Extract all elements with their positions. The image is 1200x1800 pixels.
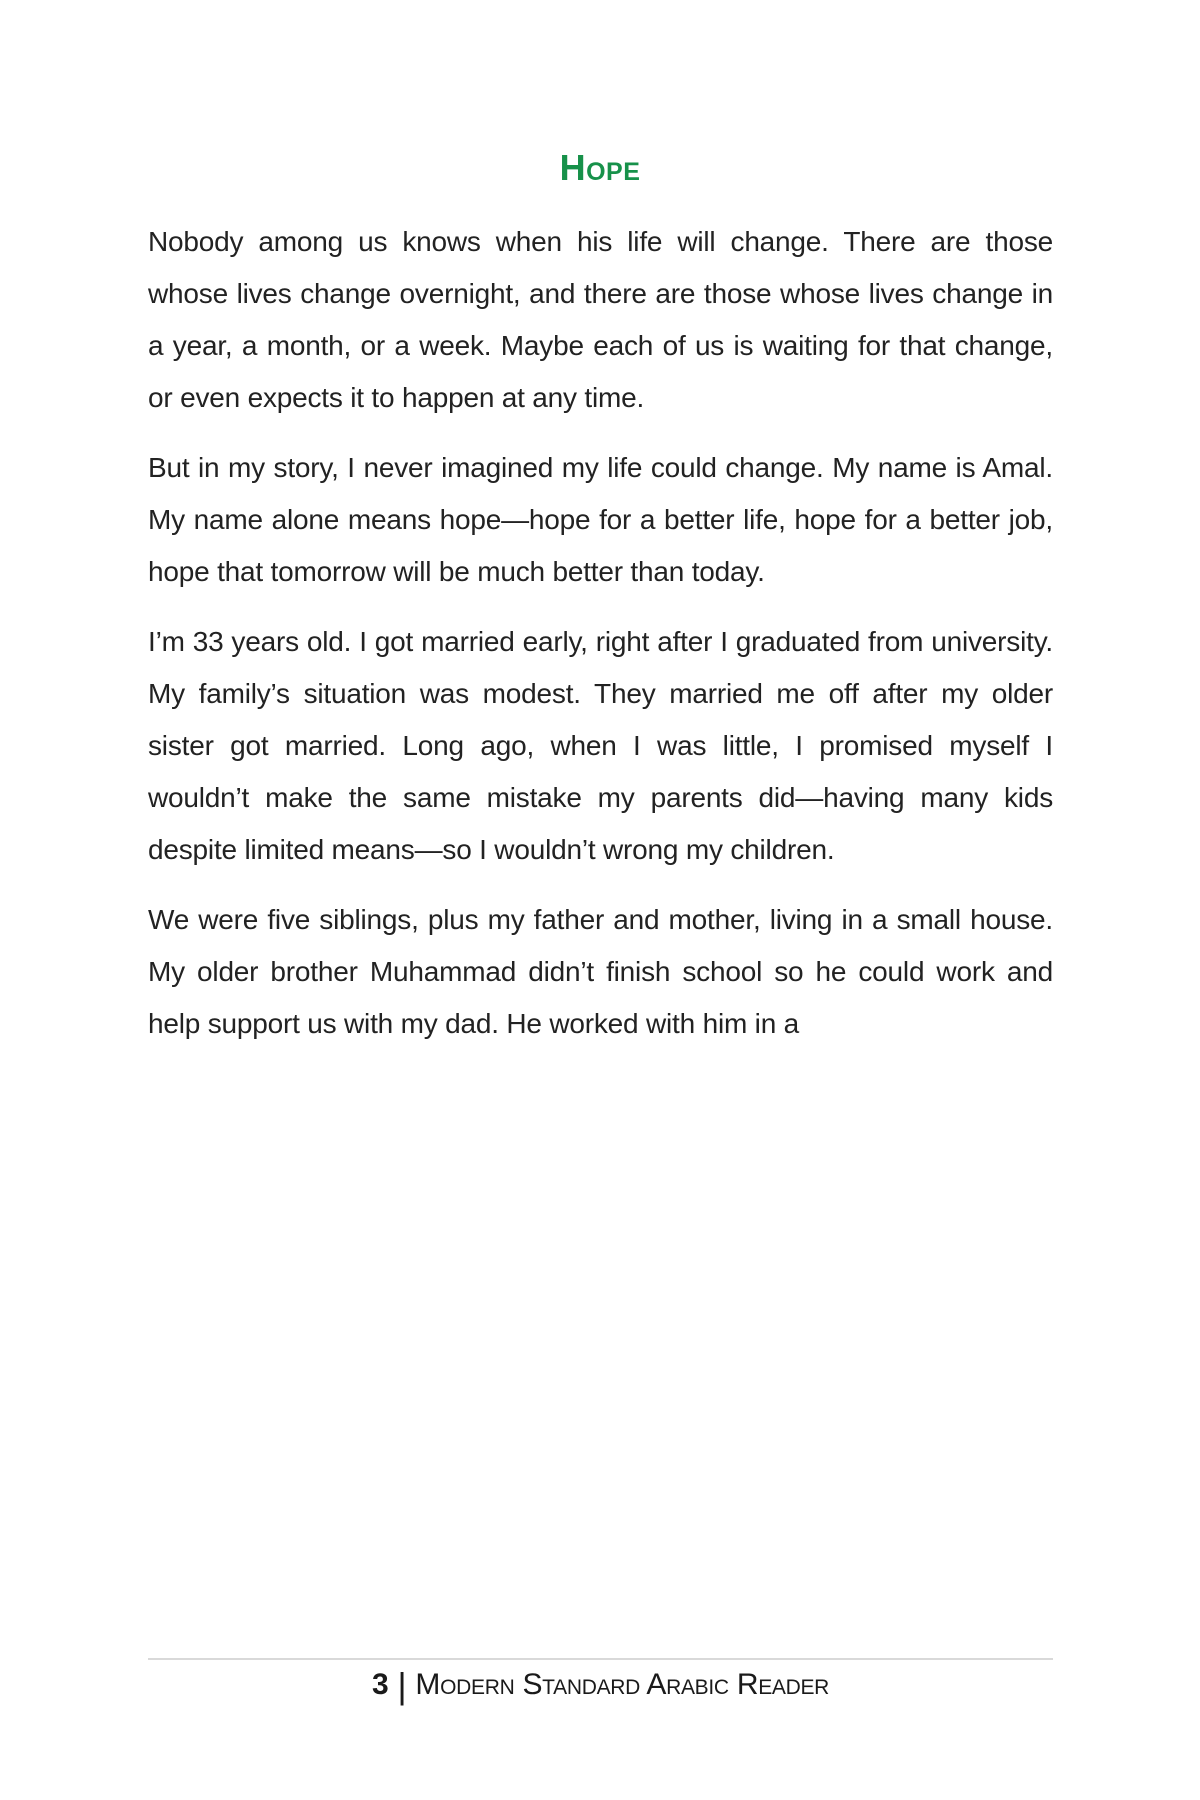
page-footer [148,1665,1053,1706]
paragraph-4: We were five siblings, plus my father and mother, living in a small house. My older brother Muhammad didn’t finish school so he could work and help support us with my dad. He worked with him in a [148,904,1053,1039]
page-title: Hope [559,147,641,188]
book-title: Modern Standard Arabic Reader [415,1668,830,1701]
paragraph-3: I’m 33 years old. I got married early, right after I graduated from university. My family’s situation was modest. They married me off after my older sister got married. Long ago, when I was little, I promised myself I wouldn’t make the same mistake my parents did—having many kids despite limited means—so I wouldn’t wrong my children. [148,626,1053,865]
footer-divider [148,1658,1053,1660]
paragraph-1: Nobody among us knows when his life will change. There are those whose lives change overnight, and there are those whose lives change in a year, a month, or a week. Maybe each of us is waiting for that change, or even expects it to happen at any time. [148,226,1053,413]
paragraph-2: But in my story, I never imagined my life could change. My name is Amal. My name alone means hope—hope for a better life, hope for a better job, hope that tomorrow will be much better than today. [148,452,1053,587]
footer-separator: | [397,1664,407,1706]
page-number: 3 [371,1668,389,1701]
story-text [148,216,1053,1050]
